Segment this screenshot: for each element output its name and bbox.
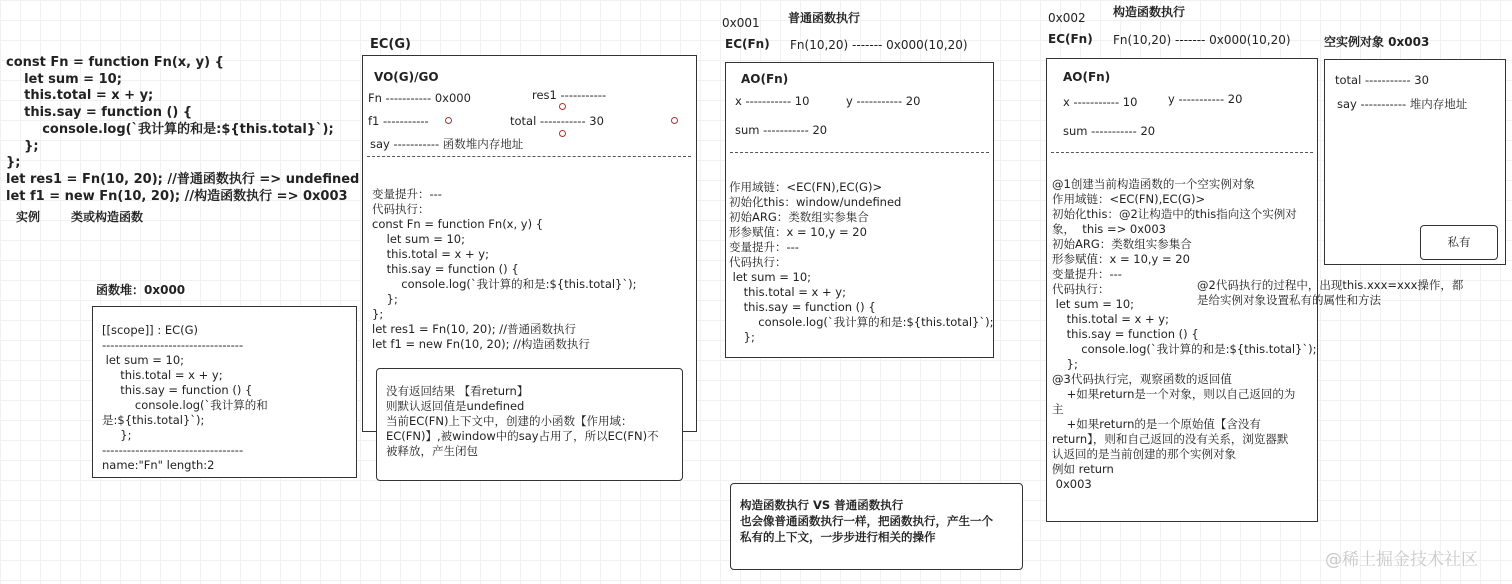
normal-line: 初始化this：window/undefined <box>729 195 902 209</box>
heap-line: ---------------------------------- <box>102 338 244 352</box>
ctor-line: 形参赋值：x = 10,y = 20 <box>1052 252 1190 266</box>
var-total: total ----------- 30 <box>510 114 604 128</box>
ctor-line: +如果return的是一个原始值【含没有 <box>1052 417 1261 431</box>
ctor-line: 认返回的是当前创建的那个实例对象 <box>1052 447 1236 461</box>
normal-line: 变量提升：--- <box>729 240 799 254</box>
comparison-text <box>740 497 993 545</box>
instance-title: 空实例对象 0x003 <box>1324 35 1430 49</box>
ctor-y: y ----------- 20 <box>1168 92 1243 106</box>
heap-line: }; <box>102 428 132 442</box>
ctor-line: 初始化this：@2让构造中的this指向这个实例对 <box>1052 207 1297 221</box>
heap-line: ---------------------------------- <box>102 443 244 457</box>
note-line: 没有返回结果 【看return】 <box>386 384 529 398</box>
ctor-lines <box>1052 177 1316 492</box>
ctor-x: x ----------- 10 <box>1063 95 1138 109</box>
normal-line: 形参赋值：x = 10,y = 20 <box>729 225 867 239</box>
circle-marker <box>671 117 678 124</box>
normal-line: 作用域链：<EC(FN),EC(G)> <box>729 180 883 194</box>
normal-addr: 0x001 <box>722 16 760 30</box>
heap-line: [[scope]] : EC(G) <box>102 323 199 337</box>
normal-line: 初始ARG：类数组实参集合 <box>729 210 869 224</box>
ecg-line: }; <box>372 292 398 306</box>
divider <box>367 156 691 157</box>
normal-line: let sum = 10; <box>729 270 812 284</box>
ctor-line: return】，则和自己返回的没有关系，浏览器默 <box>1052 432 1289 446</box>
ctor-line: 象， this => 0x003 <box>1052 222 1166 236</box>
code-line: let f1 = new Fn(10, 20); //构造函数执行 => 0x003 <box>6 188 348 204</box>
ctor-line: this.total = x + y; <box>1052 312 1169 326</box>
var-fn: Fn ----------- 0x000 <box>368 91 471 105</box>
ecg-line: this.total = x + y; <box>372 247 489 261</box>
divider <box>1051 152 1313 153</box>
compare-line: 私有的上下文，一步步进行相关的操作 <box>740 530 936 544</box>
normal-ec: EC(Fn) <box>725 37 770 51</box>
normal-line: this.say = function () { <box>729 300 876 314</box>
ecg-title: EC(G) <box>370 37 411 52</box>
ctor-line: }; <box>1052 357 1078 371</box>
note-line: 被释放，产生闭包 <box>386 444 478 458</box>
ecg-line: this.say = function () { <box>372 262 519 276</box>
heap-line: let sum = 10; <box>102 353 185 367</box>
normal-call: Fn(10,20) ------- 0x000(10,20) <box>790 38 968 52</box>
normal-y: y ----------- 20 <box>846 94 921 108</box>
ctor-line: let sum = 10; <box>1052 297 1135 311</box>
function-heap-box <box>92 306 357 478</box>
normal-line: }; <box>729 330 755 344</box>
comparison-box <box>730 483 1023 570</box>
normal-label: 普通函数执行 <box>788 11 861 25</box>
ctor-ec: EC(Fn) <box>1048 32 1093 46</box>
ctor-line: 代码执行： <box>1052 282 1110 296</box>
ctor-ao-title: AO(Fn) <box>1063 70 1111 84</box>
code-line: let res1 = Fn(10, 20); //普通函数执行 => undefined <box>6 171 360 187</box>
heap-lines <box>102 323 268 473</box>
ctor-line: 0x003 <box>1052 477 1092 491</box>
normal-sum: sum ----------- 20 <box>735 123 828 137</box>
note-line: EC(FN)】,被window中的say占用了，所以EC(FN)不 <box>386 429 659 443</box>
normal-x: x ----------- 10 <box>735 94 810 108</box>
ctor-sum: sum ----------- 20 <box>1063 124 1156 138</box>
normal-ec-box <box>725 62 994 358</box>
compare-line: 构造函数执行 VS 普通函数执行 <box>740 498 904 512</box>
compare-line: 也会像普通函数执行一样，把函数执行，产生一个 <box>740 514 993 528</box>
note-line: 则默认返回值是undefined <box>386 399 525 413</box>
circle-marker <box>559 130 566 137</box>
heap-line: name:"Fn" length:2 <box>102 458 215 472</box>
ctor-line: @1创建当前构造函数的一个空实例对象 <box>1052 177 1255 191</box>
ecg-line: let sum = 10; <box>372 232 465 246</box>
heap-line: 是:${this.total}`); <box>102 413 205 427</box>
var-say: say ----------- 函数堆内存地址 <box>370 137 524 151</box>
heap-line: this.say = function () { <box>102 383 253 397</box>
ctor-call: Fn(10,20) ------- 0x000(10,20) <box>1113 33 1291 47</box>
constructor-label: 类或构造函数 <box>71 210 144 224</box>
ecg-line: 变量提升：--- <box>372 187 442 201</box>
ctor-line: this.say = function () { <box>1052 327 1199 341</box>
normal-line: this.total = x + y; <box>729 285 846 299</box>
ctor-line: 主 <box>1052 402 1064 416</box>
ctor-line: 变量提升：--- <box>1052 267 1122 281</box>
private-button-label: 私有 <box>1447 235 1471 249</box>
ecg-line: 代码执行： <box>372 202 430 216</box>
ecg-line: let f1 = new Fn(10, 20); //构造函数执行 <box>372 337 590 351</box>
ctor-line: console.log(`我计算的和是:${this.total}`); <box>1052 342 1317 356</box>
closure-note-box <box>376 368 683 481</box>
code-line: console.log(`我计算的和是:${this.total}`); <box>6 121 334 137</box>
side-note <box>1197 278 1463 308</box>
ctor-line: @3代码执行完，观察函数的返回值 <box>1052 372 1232 386</box>
code-line: const Fn = function Fn(x, y) { <box>6 55 224 70</box>
code-line: }; <box>6 138 39 154</box>
instance-box <box>1324 59 1506 265</box>
ecg-line: console.log(`我计算的和是:${this.total}`); <box>372 277 637 291</box>
code-line: this.say = function () { <box>6 105 193 121</box>
ctor-line: 初始ARG：类数组实参集合 <box>1052 237 1192 251</box>
normal-line: 代码执行： <box>729 255 787 269</box>
var-f1: f1 ----------- <box>368 114 429 128</box>
ctor-line: 作用域链：<EC(FN),EC(G)> <box>1052 192 1206 206</box>
private-button[interactable] <box>1420 225 1498 260</box>
main-code <box>6 55 359 205</box>
normal-line: console.log(`我计算的和是:${this.total}`); <box>729 315 994 329</box>
code-line: this.total = x + y; <box>6 88 154 104</box>
ecg-line: }; <box>372 307 384 321</box>
ctor-line: 例如 return <box>1052 462 1114 476</box>
closure-note <box>386 384 659 459</box>
note-line: 当前EC(FN)上下文中，创建的小函数【作用域： <box>386 414 633 428</box>
ecg-line: const Fn = function Fn(x, y) { <box>372 217 544 231</box>
ctor-addr: 0x002 <box>1048 11 1086 25</box>
side-note-line: @2代码执行的过程中，出现this.xxx=xxx操作，都 <box>1197 278 1464 292</box>
circle-marker <box>559 103 566 110</box>
normal-ao-title: AO(Fn) <box>741 72 789 86</box>
code-line: }; <box>6 155 21 171</box>
instance-label: 实例 <box>16 210 41 224</box>
heap-title: 函数堆：0x000 <box>96 283 186 297</box>
var-res1: res1 ----------- <box>532 88 607 102</box>
code-line: let sum = 10; <box>6 71 122 87</box>
vo-title: VO(G)/GO <box>374 70 439 84</box>
ctor-label: 构造函数执行 <box>1113 5 1186 19</box>
normal-lines <box>729 180 993 345</box>
circle-marker <box>445 117 452 124</box>
side-note-line: 是给实例对象设置私有的属性和方法 <box>1197 293 1381 307</box>
heap-line: console.log(`我计算的和 <box>102 398 268 412</box>
ecg-line: let res1 = Fn(10, 20); //普通函数执行 <box>372 322 576 336</box>
instance-say: say ----------- 堆内存地址 <box>1337 97 1468 111</box>
instance-total: total ----------- 30 <box>1335 73 1429 87</box>
ctor-line: +如果return是一个对象，则以自己返回的为 <box>1052 387 1296 401</box>
heap-line: this.total = x + y; <box>102 368 223 382</box>
watermark: @稀土掘金技术社区 <box>1325 550 1478 570</box>
divider <box>730 152 989 153</box>
ecg-lines <box>372 187 636 352</box>
